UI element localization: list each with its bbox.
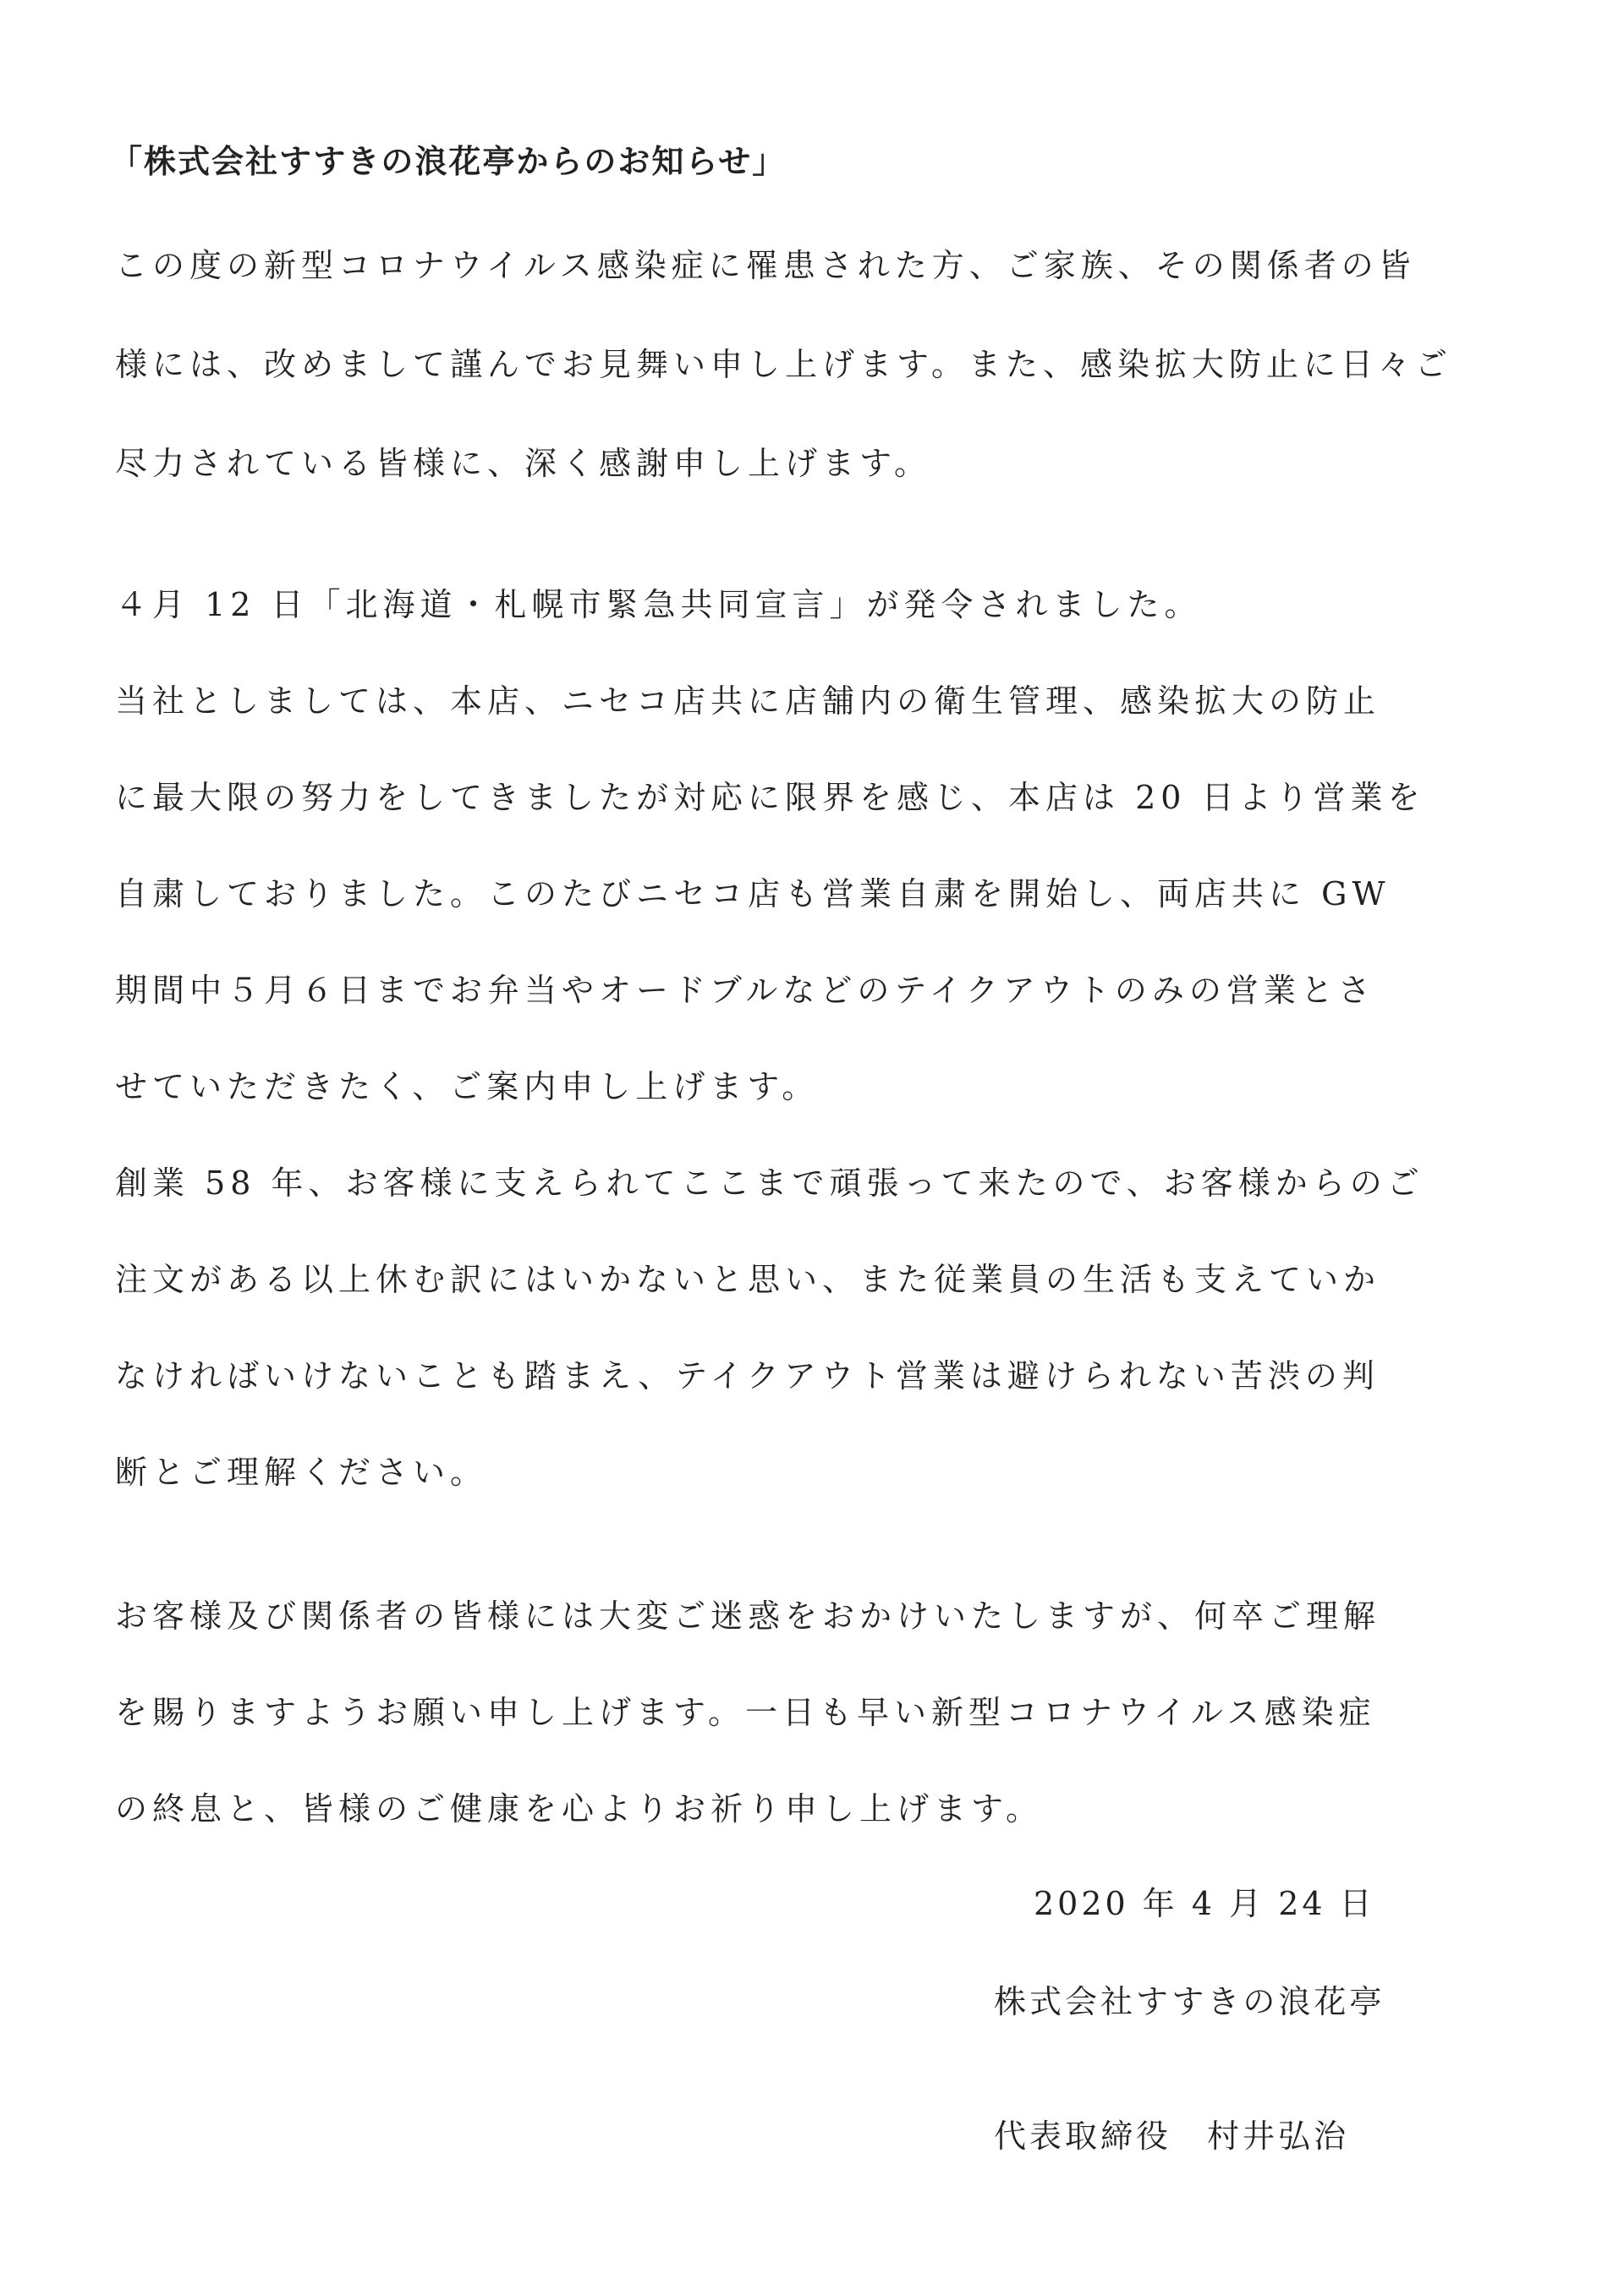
paragraph-3-line-3: の終息と、皆様のご健康を心よりお祈り申し上げます。 bbox=[115, 1790, 1043, 1827]
notice-date: 2020 年 4 月 24 日 bbox=[1034, 1885, 1375, 1922]
paragraph-2-line-7: 創業 58 年、お客様に支えられてここまで頑張って来たので、お客様からのご bbox=[115, 1164, 1424, 1202]
paragraph-2-line-5: 期間中５月６日までお弁当やオードブルなどのテイクアウトのみの営業とさ bbox=[115, 972, 1375, 1009]
paragraph-1-line-1: この度の新型コロナウイルス感染症に罹患された方、ご家族、その関係者の皆 bbox=[115, 247, 1416, 284]
paragraph-2-line-1: ４月 12 日「北海道・札幌市緊急共同宣言」が発令されました。 bbox=[115, 586, 1202, 623]
paragraph-2-line-8: 注文がある以上休む訳にはいかないと思い、また従業員の生活も支えていか bbox=[115, 1261, 1381, 1298]
representative-signature: 代表取締役 村井弘治 bbox=[994, 2118, 1350, 2155]
notice-title: 「株式会社すすきの浪花亭からのお知らせ」 bbox=[110, 142, 787, 180]
paragraph-2-line-4: 自粛しておりました。このたびニセコ店も営業自粛を開始し、両店共に GW bbox=[115, 875, 1391, 912]
paragraph-2-line-9: なければいけないことも踏まえ、テイクアウト営業は避けられない苦渋の判 bbox=[115, 1357, 1380, 1395]
paragraph-2-line-2: 当社としましては、本店、ニセコ店共に店舗内の衛生管理、感染拡大の防止 bbox=[115, 682, 1381, 720]
paragraph-3-line-1: お客様及び関係者の皆様には大変ご迷惑をおかけいたしますが、何卒ご理解 bbox=[115, 1597, 1381, 1635]
company-name: 株式会社すすきの浪花亭 bbox=[994, 1983, 1385, 2020]
paragraph-2-line-3: に最大限の努力をしてきましたが対応に限界を感じ、本店は 20 日より営業を bbox=[115, 779, 1425, 816]
paragraph-1-line-2: 様には、改めまして謹んでお見舞い申し上げます。また、感染拡大防止に日々ご bbox=[115, 346, 1452, 383]
paragraph-2-line-6: せていただきたく、ご案内申し上げます。 bbox=[115, 1068, 820, 1105]
paragraph-2-line-10: 断とご理解ください。 bbox=[115, 1454, 488, 1491]
paragraph-1-line-3: 尽力されている皆様に、深く感謝申し上げます。 bbox=[115, 445, 931, 482]
paragraph-3-line-2: を賜りますようお願い申し上げます。一日も早い新型コロナウイルス感染症 bbox=[115, 1694, 1376, 1731]
